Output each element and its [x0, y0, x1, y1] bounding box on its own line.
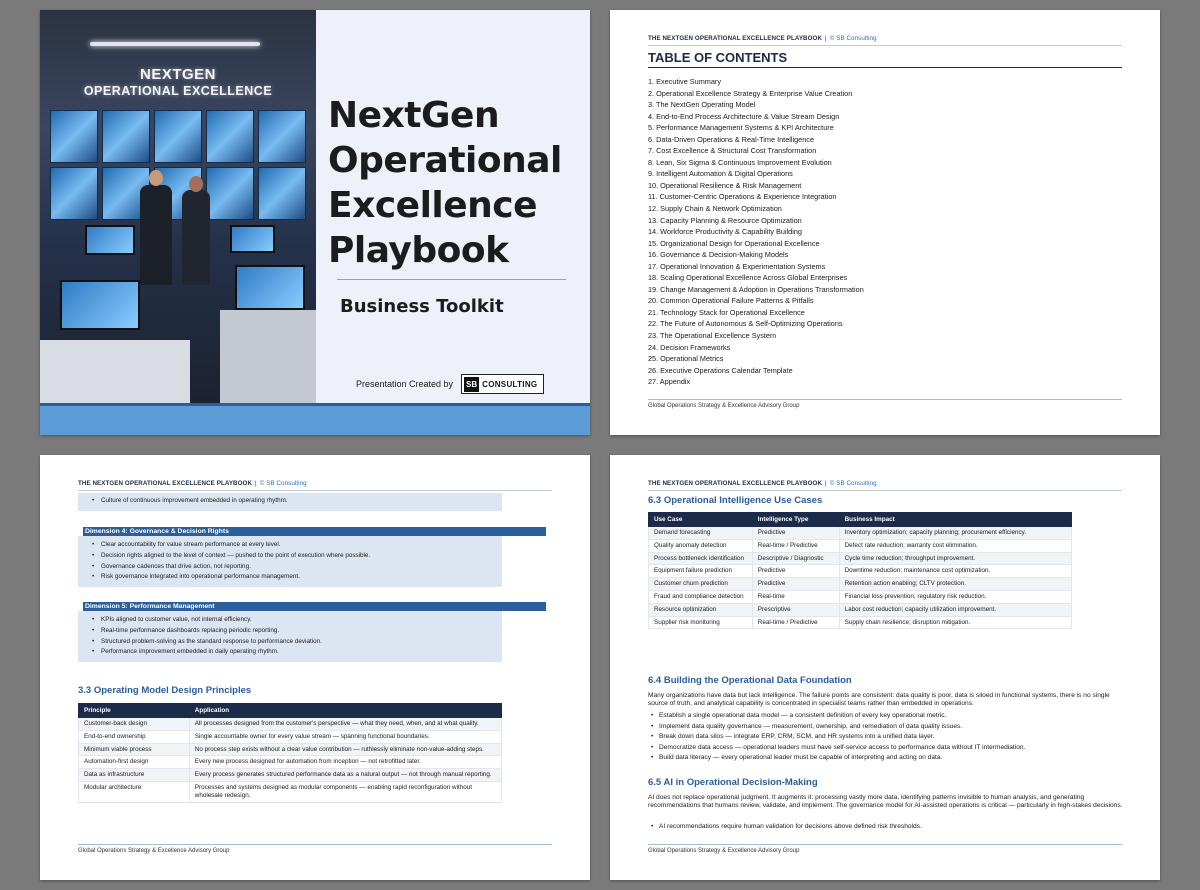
table-header-row	[649, 513, 1072, 527]
header-separator: |	[255, 480, 257, 487]
table-row	[79, 730, 502, 743]
toc-item[interactable]: 23. The Operational Excellence System	[648, 331, 777, 341]
table-cell: Inventory optimization; capacity planning; procurement efficiency.	[839, 527, 1071, 540]
header-doc-title: THE NEXTGEN OPERATIONAL EXCELLENCE PLAYBOOK	[648, 35, 823, 42]
toc-title: TABLE OF CONTENTS	[648, 50, 788, 65]
toc-item[interactable]: 25. Operational Metrics	[648, 354, 724, 364]
table-cell: Real-time / Predictive	[752, 616, 839, 629]
dimension-4-box	[78, 536, 502, 587]
table-cell: Financial loss prevention; regulatory risk reduction.	[839, 590, 1071, 603]
toc-item[interactable]: 11. Customer-Centric Operations & Experience Integration	[648, 192, 837, 202]
toc-item[interactable]: 3. The NextGen Operating Model	[648, 100, 756, 110]
dashboard-screen	[206, 110, 254, 163]
photo-sign-line2: OPERATIONAL EXCELLENCE	[83, 84, 273, 98]
table-cell: Descriptive / Diagnostic	[752, 552, 839, 565]
table-row	[649, 552, 1072, 565]
cover-photo	[40, 10, 316, 403]
table-header-cell: Intelligence Type	[752, 513, 839, 527]
table-header-cell: Business Impact	[839, 513, 1071, 527]
table-cell: End-to-end ownership	[79, 730, 190, 743]
table-row	[649, 590, 1072, 603]
table-row	[649, 539, 1072, 552]
design-principles-table	[78, 703, 502, 803]
toc-item[interactable]: 16. Governance & Decision-Making Models	[648, 250, 789, 260]
ceiling-light	[90, 42, 260, 46]
table-cell: Real-time	[752, 590, 839, 603]
toc-item[interactable]: 2. Operational Excellence Strategy & Enterprise Value Creation	[648, 88, 853, 98]
toc-item[interactable]: 7. Cost Excellence & Structural Cost Transformation	[648, 146, 817, 156]
bullet-item: • KPIs aligned to customer value, not internal efficiency.	[78, 615, 502, 626]
table-cell: Predictive	[752, 565, 839, 578]
bullet-item: • Establish a single operational data model — a consistent definition of every key operational metric.	[648, 711, 1025, 722]
page-footer: Global Operations Strategy & Excellence Advisory Group	[648, 848, 800, 854]
photo-sign-line1: NEXTGEN	[139, 66, 216, 83]
toc-item[interactable]: 17. Operational Innovation & Experimentation Systems	[648, 261, 826, 271]
standing-person	[140, 185, 172, 285]
header-separator: |	[825, 35, 827, 42]
dashboard-screen	[50, 110, 98, 163]
person-head	[189, 176, 203, 192]
section-title-6-3: 6.3 Operational Intelligence Use Cases	[648, 495, 823, 506]
toc-item[interactable]: 14. Workforce Productivity & Capability Building	[648, 227, 802, 237]
bullet-item: • Structured problem-solving as the standard response to performance deviation.	[78, 637, 502, 648]
table-cell: All processes designed from the customer's perspective — what they need, when, and at what quality.	[189, 718, 501, 731]
table-cell: Single accountable owner for every value stream — spanning functional boundaries.	[189, 730, 501, 743]
toc-item[interactable]: 22. The Future of Autonomous & Self-Optimizing Operations	[648, 319, 843, 329]
page-header	[648, 35, 877, 42]
header-rule	[648, 490, 1122, 491]
header-doc-title: THE NEXTGEN OPERATIONAL EXCELLENCE PLAYBOOK	[78, 480, 253, 487]
bullet-item: • Break down data silos — integrate ERP, CRM, SCM, and HR systems into a unified data layer.	[648, 732, 1025, 743]
cover-title	[328, 93, 583, 273]
toc-item[interactable]: 18. Scaling Operational Excellence Across Global Enterprises	[648, 273, 848, 283]
bullet-item: • Real-time performance dashboards replacing periodic reporting.	[78, 626, 502, 637]
toc-item[interactable]: 4. End-to-End Process Architecture & Value Stream Design	[648, 111, 840, 121]
table-row	[79, 756, 502, 769]
desk-monitor	[235, 265, 305, 310]
table-header-cell: Principle	[79, 704, 190, 718]
bullet-item: • Decision rights aligned to the level of context — pushed to the point of execution where possible.	[78, 551, 502, 562]
toc-item[interactable]: 1. Executive Summary	[648, 77, 721, 86]
carryover-box	[78, 493, 502, 511]
header-separator: |	[825, 480, 827, 487]
person-head	[149, 170, 163, 186]
table-cell: Modular architecture	[79, 781, 190, 802]
page-header	[648, 480, 877, 487]
toc-item[interactable]: 24. Decision Frameworks	[648, 342, 731, 352]
table-cell: Predictive	[752, 527, 839, 540]
table-cell: Labor cost reduction; capacity utilization improvement.	[839, 603, 1071, 616]
toc-item[interactable]: 20. Common Operational Failure Patterns & Pitfalls	[648, 296, 814, 306]
sb-consulting-logo	[461, 374, 544, 394]
table-row	[649, 527, 1072, 540]
logo-text: CONSULTING	[482, 379, 538, 389]
cover-title-line: Playbook	[328, 230, 509, 271]
header-rule	[648, 45, 1122, 46]
header-rule	[78, 490, 552, 491]
footer-rule	[78, 844, 552, 845]
toc-item[interactable]: 13. Capacity Planning & Resource Optimization	[648, 215, 802, 225]
dimension-5-box	[78, 611, 502, 662]
desk-monitor	[85, 225, 135, 255]
header-brand: © SB Consulting	[829, 35, 877, 42]
table-cell: Defect rate reduction; warranty cost elimination.	[839, 539, 1071, 552]
dimension-4-heading: Dimension 4: Governance & Decision Rights	[83, 527, 546, 536]
page-header	[78, 480, 307, 487]
toc-item[interactable]: 26. Executive Operations Calendar Template	[648, 365, 793, 375]
toc-item[interactable]: 6. Data-Driven Operations & Real-Time Intelligence	[648, 134, 815, 144]
table-cell: Supplier risk monitoring	[649, 616, 753, 629]
toc-rule	[648, 67, 1122, 68]
table-cell: Supply chain resilience; disruption mitigation.	[839, 616, 1071, 629]
toc-item[interactable]: 12. Supply Chain & Network Optimization	[648, 204, 782, 214]
section-title-6-5: 6.5 AI in Operational Decision-Making	[648, 777, 818, 788]
desk-monitor	[230, 225, 275, 253]
logo-sb-mark: SB	[464, 377, 479, 392]
cover-divider	[337, 279, 566, 280]
table-row	[79, 781, 502, 802]
table-cell: Data as infrastructure	[79, 769, 190, 782]
table-cell: Demand forecasting	[649, 527, 753, 540]
bullet-item: • Clear accountability for value stream performance at every level.	[78, 540, 502, 551]
table-cell: Process bottleneck identification	[649, 552, 753, 565]
dashboard-screen	[258, 167, 306, 220]
page-footer: Global Operations Strategy & Excellence Advisory Group	[648, 403, 800, 409]
toc-item[interactable]: 8. Lean, Six Sigma & Continuous Improvement Evolution	[648, 157, 832, 167]
bullet-item: • Democratize data access — operational leaders must have self-service access to performance data without IT intermediation.	[648, 743, 1025, 754]
photo-sign	[40, 66, 316, 98]
table-row	[79, 769, 502, 782]
cover-credit: Presentation Created by	[356, 379, 454, 389]
table-cell: Customer-back design	[79, 718, 190, 731]
table-row	[79, 743, 502, 756]
toc-item[interactable]: 9. Intelligent Automation & Digital Operations	[648, 169, 793, 179]
table-cell: Quality anomaly detection	[649, 539, 753, 552]
dimension-5-heading: Dimension 5: Performance Management	[83, 602, 546, 611]
dashboard-screen	[206, 167, 254, 220]
table-cell: Downtime reduction; maintenance cost optimization.	[839, 565, 1071, 578]
bullet-item: • Build data literacy — every operational leader must be capable of interpreting and acting on data.	[648, 753, 1025, 764]
table-row	[649, 616, 1072, 629]
toc-item[interactable]: 21. Technology Stack for Operational Excellence	[648, 307, 805, 317]
section-6-4-bullets	[648, 711, 1025, 764]
desk-monitor	[60, 280, 140, 330]
use-cases-table	[648, 512, 1072, 629]
section-title-6-4: 6.4 Building the Operational Data Foundation	[648, 675, 852, 686]
table-cell: Cycle time reduction; throughput improvement.	[839, 552, 1071, 565]
header-doc-title: THE NEXTGEN OPERATIONAL EXCELLENCE PLAYBOOK	[648, 480, 823, 487]
table-cell: Resource optimization	[649, 603, 753, 616]
cover-band	[40, 406, 590, 435]
table-cell: Retention action enabling; CLTV protection.	[839, 578, 1071, 591]
table-cell: Prescriptive	[752, 603, 839, 616]
table-header-cell: Application	[189, 704, 501, 718]
bullet-item: • Implement data quality governance — measurement, ownership, and remediation of data quality issues.	[648, 722, 1025, 733]
table-cell: Every new process designed for automation from inception — not retrofitted later.	[189, 756, 501, 769]
toc-list	[648, 76, 864, 388]
footer-rule	[648, 399, 1122, 400]
section-title-3-3: 3.3 Operating Model Design Principles	[78, 685, 252, 696]
cover-title-line: Excellence	[328, 185, 538, 226]
bullet-item: • AI recommendations require human validation for decisions above defined risk thresholds.	[648, 822, 922, 833]
standing-person	[182, 190, 210, 285]
toc-item[interactable]: 27. Appendix	[648, 377, 691, 387]
header-brand: © SB Consulting	[829, 480, 877, 487]
table-row	[649, 578, 1072, 591]
cover-title-line: Operational	[328, 140, 562, 181]
table-cell: No process step exists without a clear value contribution — ruthlessly eliminate non-value-adding steps.	[189, 743, 501, 756]
table-cell: Predictive	[752, 578, 839, 591]
table-row	[79, 718, 502, 731]
bullet-item: • Governance cadences that drive action, not reporting.	[78, 562, 502, 573]
table-cell: Every process generates structured performance data as a natural output — not through manual reporting.	[189, 769, 501, 782]
toc-item[interactable]: 10. Operational Resilience & Risk Management	[648, 180, 802, 190]
section-6-5-paragraph: AI does not replace operational judgment. It augments it: processing vastly more data, identifying patterns invisible to human analysis, and generating recommendations that humans review, validate, and implement. The governance model for AI-assisted operations is critical — particularly in high-stakes decisions.	[648, 794, 1123, 810]
operating-model-page	[40, 455, 590, 880]
section-6-5-bullets	[648, 822, 922, 833]
table-cell: Automation-first design	[79, 756, 190, 769]
cover-page	[40, 10, 590, 435]
bullet-item: • Performance improvement embedded in daily operating rhythm.	[78, 647, 502, 658]
dashboard-screen	[102, 110, 150, 163]
toc-page	[610, 10, 1160, 435]
dashboard-screen-wall	[50, 110, 306, 220]
dashboard-screen	[50, 167, 98, 220]
table-cell: Customer churn prediction	[649, 578, 753, 591]
table-cell: Fraud and compliance detection	[649, 590, 753, 603]
table-cell: Equipment failure prediction	[649, 565, 753, 578]
cover-title-line: NextGen	[328, 95, 500, 136]
section-6-4-paragraph: Many organizations have data but lack intelligence. The failure points are consistent: data quality is poor, data is siloed in functional systems, there is no single source of truth, and analytical capability is concentrated in specialist teams rather than embedded in operations.	[648, 692, 1110, 708]
operational-intelligence-page	[610, 455, 1160, 880]
header-brand: © SB Consulting	[259, 480, 307, 487]
footer-rule	[648, 844, 1122, 845]
table-row	[649, 603, 1072, 616]
table-row	[649, 565, 1072, 578]
desk	[220, 310, 316, 403]
toc-item[interactable]: 15. Organizational Design for Operational Excellence	[648, 238, 820, 248]
table-cell: Minimum viable process	[79, 743, 190, 756]
desk	[40, 340, 190, 403]
dashboard-screen	[258, 110, 306, 163]
bullet-item: • Risk governance integrated into operational performance management.	[78, 572, 502, 583]
table-header-cell: Use Case	[649, 513, 753, 527]
toc-item[interactable]: 5. Performance Management Systems & KPI Architecture	[648, 123, 834, 133]
table-cell: Processes and systems designed as modular components — enabling rapid reconfiguration without wholesale redesign.	[189, 781, 501, 802]
dashboard-screen	[154, 110, 202, 163]
page-footer: Global Operations Strategy & Excellence Advisory Group	[78, 848, 230, 854]
table-header-row	[79, 704, 502, 718]
table-cell: Real-time / Predictive	[752, 539, 839, 552]
bullet-item: • Culture of continuous improvement embedded in operating rhythm.	[78, 496, 502, 507]
toc-item[interactable]: 19. Change Management & Adoption in Operations Transformation	[648, 284, 864, 294]
cover-subtitle: Business Toolkit	[340, 296, 504, 317]
